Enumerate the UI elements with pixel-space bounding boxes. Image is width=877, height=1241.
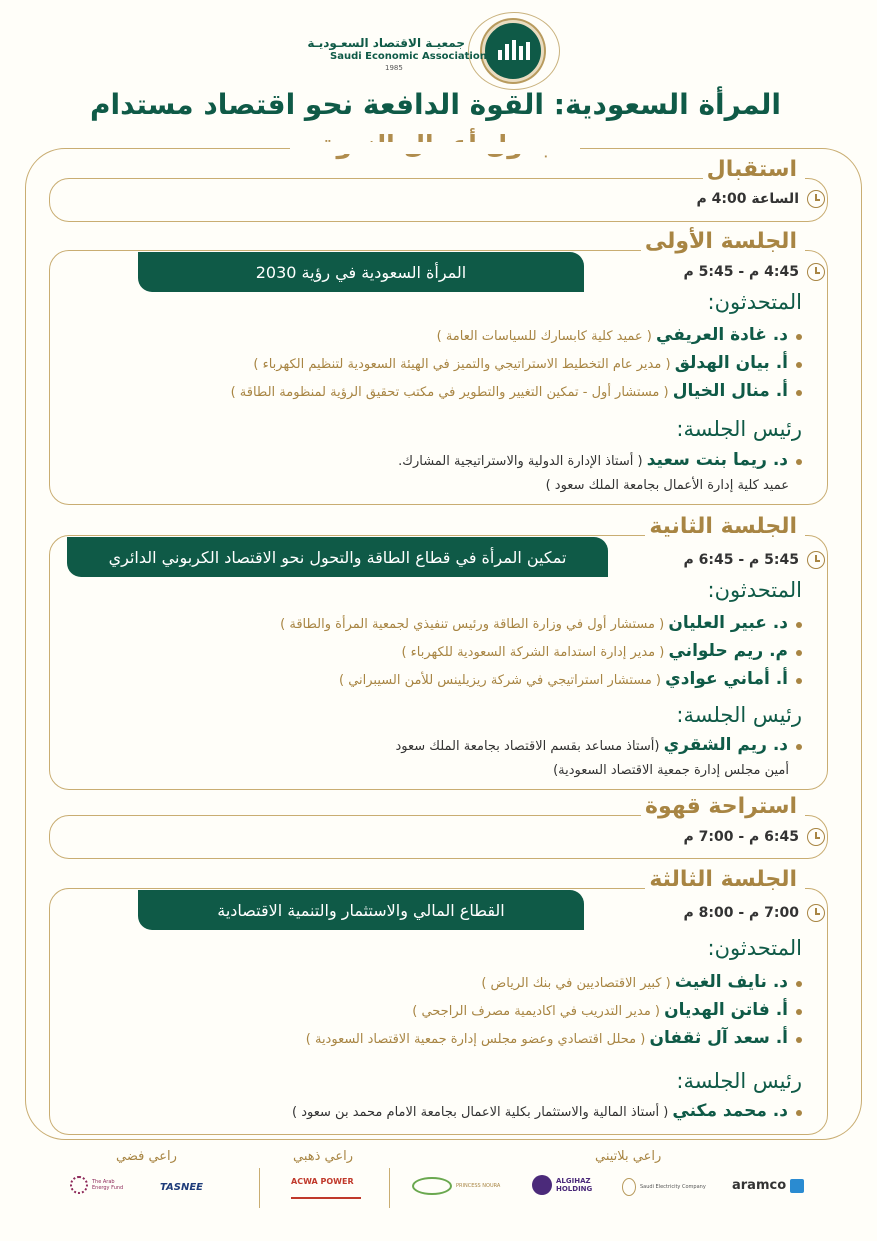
acwa-power-logo: ACWA POWER — [291, 1177, 361, 1199]
bars-icon — [498, 40, 530, 60]
association-name-en: Saudi Economic Association — [330, 51, 487, 62]
session3-speaker-2: أ. فاتن الهديان ( مدير التدريب في اكاديمية مصرف الراجحي ) — [412, 1000, 802, 1020]
clock-icon — [807, 263, 825, 281]
clock-icon — [807, 904, 825, 922]
gold-sponsor-label: راعي ذهبي — [293, 1149, 354, 1164]
session2-speakers-label: المتحدثون: — [707, 578, 802, 602]
session1-chair: د. ريما بنت سعيد ( أستاذ الإدارة الدولية والاستراتيجية المشارك. — [398, 450, 802, 470]
association-name-ar: جمعيـة الاقتصاد السعـوديـة — [307, 36, 465, 50]
session3-speaker-1: د. نايف الغيث ( كبير الاقتصاديين في بنك الرياض ) — [481, 972, 802, 992]
reception-time: الساعة 4:00 م — [697, 190, 825, 208]
session1-time: 4:45 م - 5:45 م — [684, 263, 826, 281]
session3-title: الجلسة الثالثة — [645, 867, 805, 892]
session3-speakers-label: المتحدثون: — [707, 936, 802, 960]
session2-title: الجلسة الثانية — [645, 514, 805, 539]
session1-speaker-2: أ. بيان الهدلق ( مدير عام التخطيط الاستراتيجي والتميز في الهيئة السعودية لتنظيم الكهرباء ) — [253, 353, 802, 373]
tasnee-logo: TASNEE — [160, 1182, 204, 1193]
session1-topic: المرأة السعودية في رؤية 2030 — [138, 252, 584, 292]
session2-speaker-3: أ. أماني عوادي ( مستشار استراتيجي في شركة ريزيلينس للأمن السيبراني ) — [339, 669, 802, 689]
clock-icon — [807, 190, 825, 208]
session2-speaker-2: م. ريم حلواني ( مدير إدارة استدامة الشركة السعودية للكهرباء ) — [401, 641, 802, 661]
clock-icon — [807, 551, 825, 569]
break-title: استراحة قهوة — [641, 794, 805, 819]
session1-speaker-3: أ. منال الخيال ( مستشار أول - تمكين التغيير والتطوير في مكتب تحقيق الرؤية لمنظومة الطاقة ) — [231, 381, 802, 401]
session3-chair: د. محمد مكني ( أستاذ المالية والاستثمار بكلية الاعمال بجامعة الامام محمد بن سعود ) — [292, 1101, 802, 1121]
session1-title: الجلسة الأولى — [641, 229, 805, 254]
reception-title: استقبال — [703, 157, 805, 182]
platinum-sponsor-label: راعي بلاتيني — [595, 1149, 662, 1164]
session1-speakers-label: المتحدثون: — [707, 290, 802, 314]
silver-sponsor-label: راعي فضي — [116, 1149, 177, 1164]
association-year: 1985 — [385, 64, 403, 72]
page-title: المرأة السعودية: القوة الدافعة نحو اقتصاد مستدام — [90, 88, 781, 121]
sec-logo: Saudi Electricity Company — [622, 1178, 706, 1196]
session2-time: 5:45 م - 6:45 م — [684, 551, 826, 569]
session1-chair-role-cont: عميد كلية إدارة الأعمال بجامعة الملك سعود ) — [545, 478, 789, 493]
divider — [259, 1168, 260, 1208]
session3-speaker-3: أ. سعد آل ثقفان ( محلل اقتصادي وعضو مجلس إدارة جمعية الاقتصاد السعودية ) — [306, 1028, 802, 1048]
session3-time: 7:00 م - 8:00 م — [684, 904, 826, 922]
session2-chair-label: رئيس الجلسة: — [676, 703, 802, 727]
break-time: 6:45 م - 7:00 م — [684, 828, 826, 846]
princess-noura-logo: PRINCESS NOURA — [412, 1177, 500, 1195]
arab-energy-fund-logo: The Arab Energy Fund — [70, 1176, 124, 1194]
clock-icon — [807, 828, 825, 846]
session2-chair-role-cont: أمين مجلس إدارة جمعية الاقتصاد السعودية) — [553, 763, 789, 778]
session3-topic: القطاع المالي والاستثمار والتنمية الاقتصادية — [138, 890, 584, 930]
session2-chair: د. ريم الشقري (أستاذ مساعد بقسم الاقتصاد بجامعة الملك سعود — [395, 735, 802, 755]
session1-chair-label: رئيس الجلسة: — [676, 417, 802, 441]
session3-chair-label: رئيس الجلسة: — [676, 1069, 802, 1093]
divider — [389, 1168, 390, 1208]
aramco-logo: aramco — [732, 1178, 804, 1193]
session2-topic: تمكين المرأة في قطاع الطاقة والتحول نحو الاقتصاد الكربوني الدائري — [67, 537, 608, 577]
algihaz-logo: ALGIHAZ HOLDING — [532, 1175, 594, 1195]
session1-speaker-1: د. غادة العريفي ( عميد كلية كابسارك للسياسات العامة ) — [437, 325, 802, 345]
session2-speaker-1: د. عبير العليان ( مستشار أول في وزارة الطاقة ورئيس تنفيذي لجمعية المرأة والطاقة ) — [280, 613, 802, 633]
